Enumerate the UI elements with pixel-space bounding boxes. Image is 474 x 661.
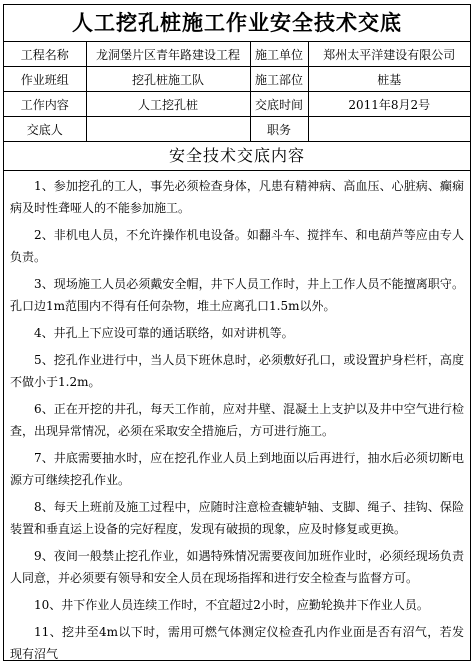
project-value: 龙洞堡片区青年路建设工程 [86, 42, 250, 67]
project-label: 工程名称 [4, 42, 86, 67]
unit-label: 施工单位 [250, 42, 308, 67]
position-label: 职务 [250, 117, 308, 142]
info-row-work [4, 92, 470, 117]
document-page [3, 4, 471, 661]
info-row-team [4, 67, 470, 92]
content-body [4, 171, 470, 661]
info-table [4, 42, 470, 142]
section-title: 安全技术交底内容 [4, 142, 470, 171]
position-value [308, 117, 470, 142]
time-label: 交底时间 [250, 92, 308, 117]
document-title: 人工挖孔桩施工作业安全技术交底 [4, 5, 470, 42]
list-item: 7、井底需要抽水时，应在挖孔作业人员上到地面以后再进行，抽水后必须切断电源方可继续挖孔作业。 [10, 451, 464, 487]
list-item: 10、井下作业人员连续工作时，不宜超过2小时，应勤轮换井下作业人员。 [34, 598, 429, 612]
list-item: 6、正在开挖的井孔，每天工作前，应对井壁、混凝土上支护以及井中空气进行检查，出现异常情况，必须在采取安全措施后，方可进行施工。 [10, 402, 464, 438]
list-item: 9、夜间一般禁止挖孔作业，如遇特殊情况需要夜间加班作业时，必须经现场负责人同意，并必须要有领导和安全人员在现场指挥和进行安全检查与监督方可。 [10, 549, 464, 585]
person-label: 交底人 [4, 117, 86, 142]
team-label: 作业班组 [4, 67, 86, 92]
time-value: 2011年8月2号 [308, 92, 470, 117]
list-item: 11、挖井至4m以下时，需用可燃气体测定仪检查孔内作业面是否有沼气，若发现有沼气 [10, 625, 464, 661]
list-item: 5、挖孔作业进行中，当人员下班休息时，必须敷好孔口，或设置护身栏杆，高度不做小于1.2m。 [10, 353, 464, 389]
info-row-person [4, 117, 470, 142]
work-value: 人工挖孔桩 [86, 92, 250, 117]
team-value: 挖孔桩施工队 [86, 67, 250, 92]
list-item: 3、现场施工人员必须戴安全帽，井下人员工作时，井上工作人员不能擅离职守。孔口边1m范围内不得有任何杂物，堆土应离孔口1.5m以外。 [10, 277, 464, 313]
unit-value: 郑州太平洋建设有限公司 [308, 42, 470, 67]
dept-value: 桩基 [308, 67, 470, 92]
work-label: 工作内容 [4, 92, 86, 117]
list-item: 2、非机电人员，不允许操作机电设备。如翻斗车、搅拌车、和电葫芦等应由专人负责。 [10, 228, 464, 264]
info-row-project [4, 42, 470, 67]
dept-label: 施工部位 [250, 67, 308, 92]
list-item: 4、井孔上下应设可靠的通话联络，如对讲机等。 [34, 326, 294, 340]
person-value [86, 117, 250, 142]
list-item: 8、每天上班前及施工过程中，应随时注意检查辘轳轴、支脚、绳子、挂钩、保险装置和垂直运上设备的完好程度，发现有破损的现象，应及时修复或更换。 [10, 500, 464, 536]
list-item: 1、参加挖孔的工人，事先必须检查身体，凡患有精神病、高血压、心脏病、癫痫病及时性聋哑人的不能参加施工。 [10, 179, 464, 215]
